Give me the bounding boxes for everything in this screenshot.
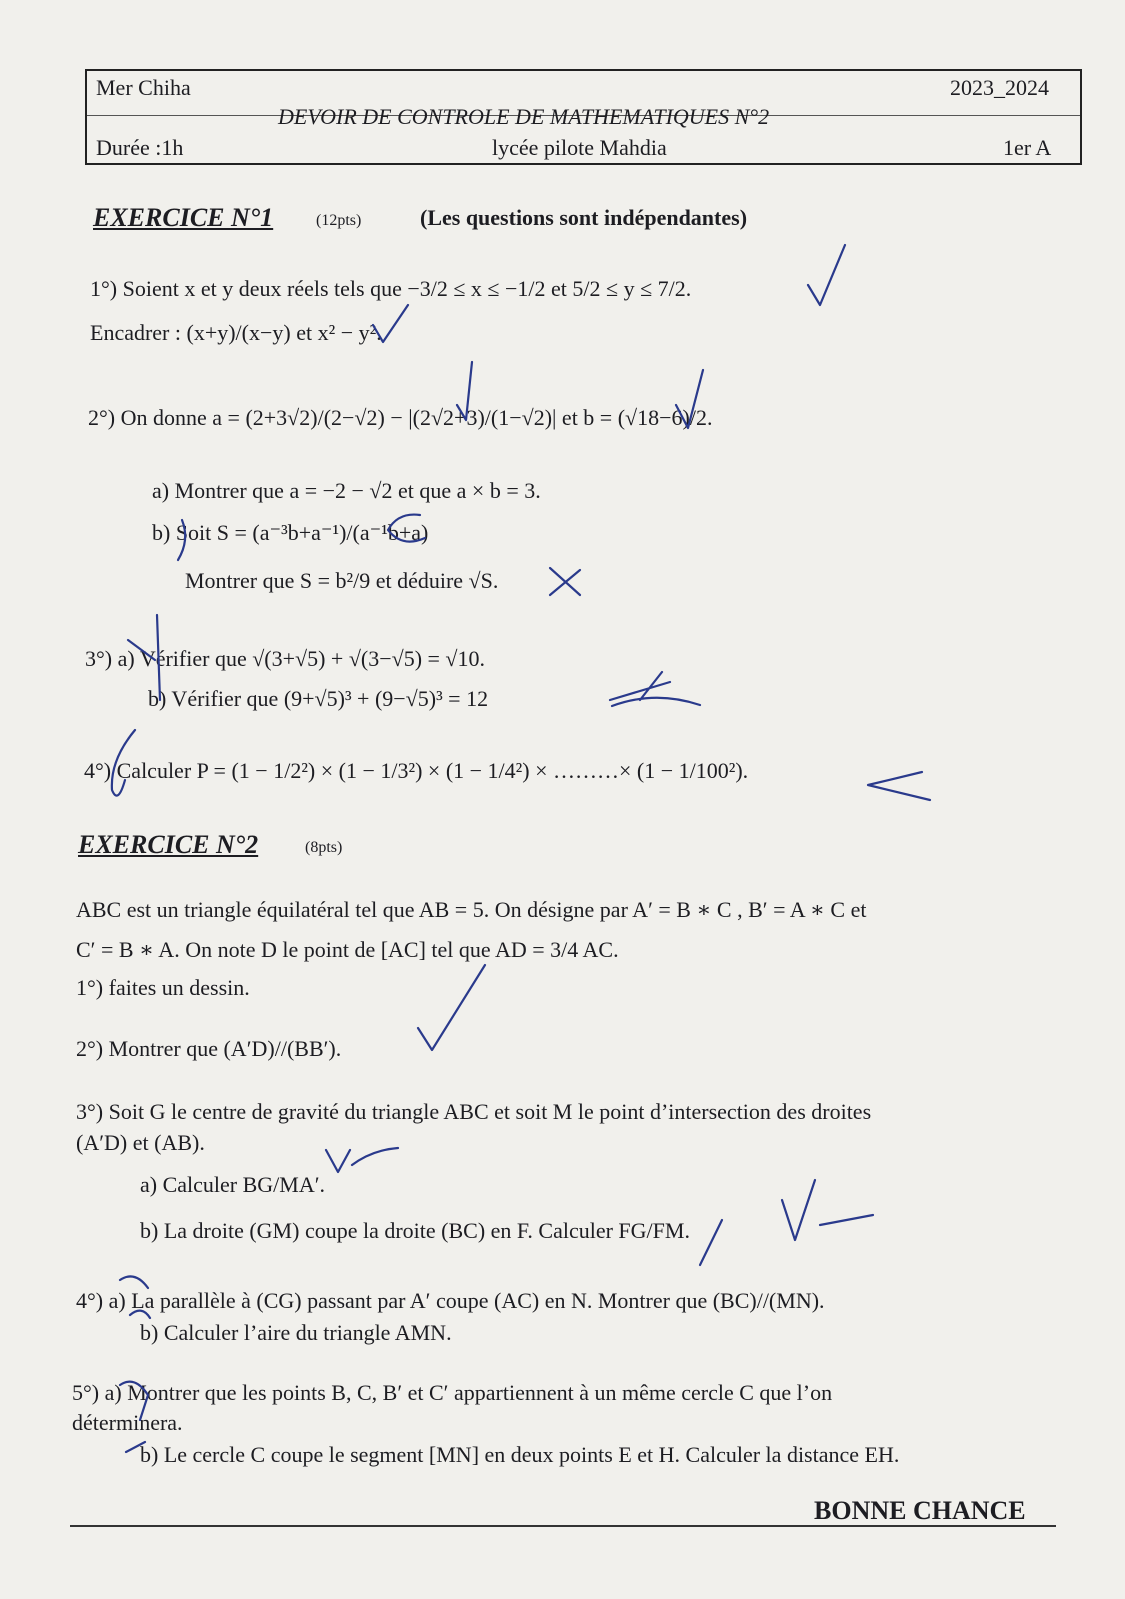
exam-title: DEVOIR DE CONTROLE DE MATHEMATIQUES N°2 <box>278 104 770 129</box>
ex2-points: (8pts) <box>305 839 343 856</box>
ex2-q5a: 5°) a) Montrer que les points B, C, B′ et C′ appartiennent à un même cercle C que l’on <box>72 1380 833 1405</box>
ex2-q5a-cont: déterminera. <box>72 1410 183 1435</box>
ex1-q1-line2: Encadrer : (x+y)/(x−y) et x² − y². <box>90 320 382 345</box>
ex1-title: EXERCICE N°1 <box>93 203 274 232</box>
check-mark-1 <box>808 245 845 305</box>
cross-mark-4 <box>868 772 930 800</box>
ex2-q1: 1°) faites un dessin. <box>76 975 250 1000</box>
ex2-q3: 3°) Soit G le centre de gravité du triangle ABC et soit M le point d’intersection des droites <box>76 1099 872 1124</box>
duration: Durée :1h <box>96 135 184 160</box>
ex2-q2: 2°) Montrer que (A′D)//(BB′). <box>76 1036 342 1061</box>
teacher-name: Mer Chiha <box>96 75 191 100</box>
cross-mark-3 <box>610 672 700 706</box>
margin-scribble-4 <box>700 1220 722 1265</box>
ex2-q3-cont: (A′D) et (AB). <box>76 1130 205 1155</box>
school-name: lycée pilote Mahdia <box>492 135 667 160</box>
ex1-q4: 4°) Calculer P = (1 − 1/2²) × (1 − 1/3²) × (1 − 1/4²) × ………× (1 − 1/100²). <box>84 758 749 783</box>
footer-rule <box>70 1525 1056 1527</box>
ex1-q1-line1: 1°) Soient x et y deux réels tels que −3/2 ≤ x ≤ −1/2 et 5/2 ≤ y ≤ 7/2. <box>90 276 692 301</box>
class-name: 1er A <box>1003 135 1052 160</box>
ex2-q3a: a) Calculer BG/MA′. <box>140 1172 326 1197</box>
ex1-q2b-conclusion: Montrer que S = b²/9 et déduire √S. <box>185 568 499 593</box>
ex2-intro-line1: ABC est un triangle équilatéral tel que AB = 5. On désigne par A′ = B ∗ C , B′ = A ∗ C et <box>76 897 867 922</box>
school-year: 2023_2024 <box>950 75 1049 100</box>
ex2-q4a: 4°) a) La parallèle à (CG) passant par A′ coupe (AC) en N. Montrer que (BC)//(MN). <box>76 1288 825 1313</box>
ex1-q2: 2°) On donne a = (2+3√2)/(2−√2) − |(2√2+3)/(1−√2)| et b = (√18−6)/2. <box>88 405 713 430</box>
ex2-q3b: b) La droite (GM) coupe la droite (BC) en F. Calculer FG/FM. <box>140 1218 690 1243</box>
ex1-q3b: b) Vérifier que (9+√5)³ + (9−√5)³ = 12 <box>148 686 489 711</box>
ex2-intro-line2: C′ = B ∗ A. On note D le point de [AC] tel que AD = 3/4 AC. <box>76 937 619 962</box>
cross-mark-2 <box>550 568 580 595</box>
ex1-q2a: a) Montrer que a = −2 − √2 et que a × b = 3. <box>152 478 541 503</box>
ex2-title: EXERCICE N°2 <box>78 830 259 859</box>
ex1-points: (12pts) <box>316 212 362 229</box>
ex2-q4b: b) Calculer l’aire du triangle AMN. <box>140 1320 452 1345</box>
ex1-q2b: b) Soit S = (a⁻³b+a⁻¹)/(a⁻¹b+a) <box>152 520 429 545</box>
check-mark-6 <box>326 1148 398 1172</box>
check-mark-5 <box>418 965 485 1050</box>
ex2-q5b: b) Le cercle C coupe le segment [MN] en deux points E et H. Calculer la distance EH. <box>140 1442 900 1467</box>
check-mark-7 <box>782 1180 873 1240</box>
ex1-q3a: 3°) a) Vérifier que √(3+√5) + √(3−√5) = √10. <box>85 646 486 671</box>
closing-message: BONNE CHANCE <box>814 1496 1026 1525</box>
ex1-note: (Les questions sont indépendantes) <box>420 205 748 230</box>
